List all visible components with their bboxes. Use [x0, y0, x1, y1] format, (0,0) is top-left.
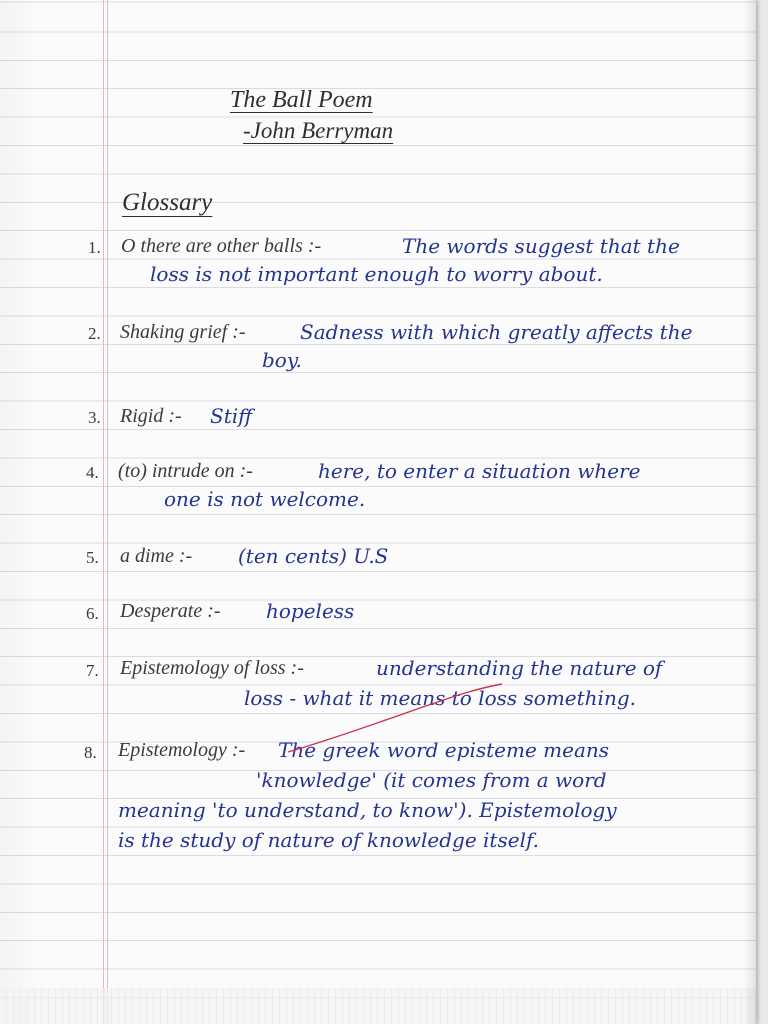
- entry-number: 4.: [86, 463, 99, 482]
- entry-definition-line1: The words suggest that the: [402, 234, 680, 258]
- entry-number: 7.: [86, 661, 99, 680]
- entry-term: Rigid :-: [120, 405, 182, 427]
- entry-definition-line2: one is not welcome.: [164, 487, 366, 511]
- entry-number: 3.: [88, 408, 101, 427]
- section-heading: Glossary: [122, 189, 213, 216]
- entry-number: 8.: [84, 743, 97, 762]
- entry-number: 1.: [88, 238, 101, 257]
- entry-term: O there are other balls :-: [121, 235, 322, 257]
- entry-definition-line1: hopeless: [266, 599, 355, 623]
- entry-definition-line1: here, to enter a situation where: [318, 459, 641, 483]
- entry-definition-line3: meaning 'to understand, to know'). Epistemology: [118, 798, 617, 822]
- red-pen-stroke-line: [288, 684, 502, 752]
- entry-term: Epistemology of loss :-: [120, 657, 304, 679]
- poem-title: The Ball Poem: [230, 87, 373, 113]
- entry-term: Shaking grief :-: [120, 321, 246, 343]
- entry-definition-line2: boy.: [262, 348, 302, 372]
- entry-definition-line4: is the study of nature of knowledge itself.: [118, 828, 540, 852]
- entry-term: a dime :-: [120, 545, 193, 567]
- entry-definition-line1: The greek word episteme means: [278, 738, 610, 762]
- entry-definition-line1: (ten cents) U.S: [238, 544, 389, 568]
- entry-number: 2.: [88, 324, 101, 343]
- entry-definition-line2: loss is not important enough to worry about.: [150, 262, 603, 286]
- entry-term: (to) intrude on :-: [118, 460, 253, 482]
- entry-term: Epistemology :-: [118, 739, 246, 761]
- entry-number: 6.: [86, 604, 99, 623]
- entry-term: Desperate :-: [120, 600, 221, 622]
- poem-author: -John Berryman: [243, 118, 394, 143]
- entry-number: 5.: [86, 548, 99, 567]
- entry-definition-line1: Stiff: [210, 404, 253, 428]
- page-bottom-edge: [0, 988, 756, 1024]
- entry-definition-line1: Sadness with which greatly affects the: [300, 320, 693, 344]
- entry-definition-line1: understanding the nature of: [376, 656, 663, 680]
- entry-definition-line2: 'knowledge' (it comes from a word: [256, 768, 607, 792]
- entry-definition-line2: loss - what it means to loss something.: [244, 686, 636, 710]
